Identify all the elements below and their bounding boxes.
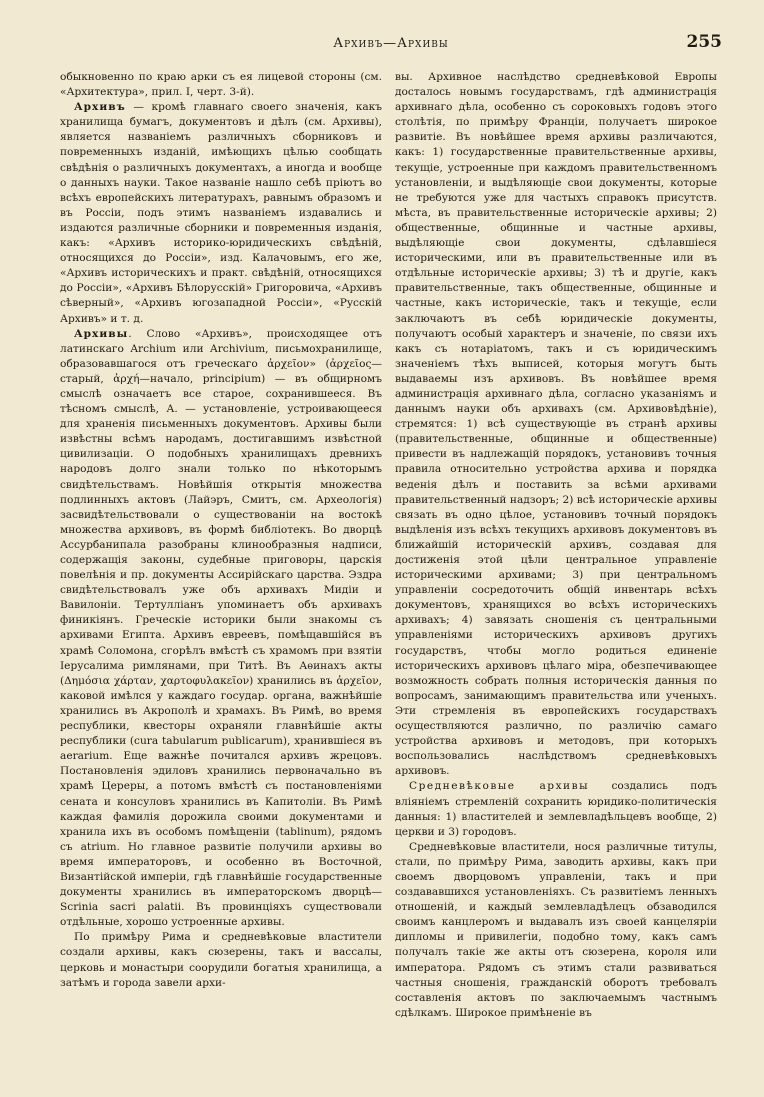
page-number: 255	[686, 32, 722, 52]
paragraph: Средневѣковые властители, нося различные титулы, стали, по примѣру Рима, заводить архивы, какъ при своемъ дворцовомъ управленіи, такъ и при создававшихся установленіяхъ. Съ развитіемъ ленныхъ отношеній, и каждый землевладѣлецъ обзаводился своимъ канцлеромъ и выдавалъ изъ своей канцеляріи дипломы и привилегіи, подобно тому, какъ самъ получалъ такіе же акты отъ сюзерена, короля или императора. Рядомъ съ этимъ стали развиваться частныя сношенія, гражданскій оборотъ требовалъ составленія актовъ по заключаемымъ частнымъ сдѣлкамъ. Широкое примѣненіе въ	[395, 840, 717, 1019]
right-column	[395, 70, 717, 1075]
page-header	[60, 32, 722, 60]
entry-arkhivy	[60, 327, 382, 931]
entry-headword: Архивъ	[74, 101, 126, 114]
entry-text: — кромѣ главнаго своего значенія, какъ хранилища бумагъ, документовъ и дѣлъ (см. Архивы), является названіемъ различныхъ сборниковъ и повременныхъ изданій, имѣющихъ цѣлью сообщать свѣдѣнія о различныхъ документахъ, а иногда и вообще о данныхъ науки. Такое названіе нашло себѣ пріютъ во всѣхъ европейскихъ литературахъ, равнымъ образомъ и въ Россіи, подъ этимъ названіемъ издавались и издаются различные сборники и повременныя изданія, какъ: «Архивъ историко-юридическихъ свѣдѣній, относящихся до Россіи», изд. Калачовымъ, его же, «Архивъ историческихъ и практ. свѣдѣній, относящихся до Россіи», «Архивъ Бѣлорусскій» Григоровича, «Архивъ сѣверный», «Архивъ югозападной Россіи», «Русскій Архивъ» и т. д.	[60, 101, 382, 325]
subsection-text: создались подъ вліяніемъ стремленій сохранить юридико-политическія данныя: 1) властителей и землевладѣльцевъ вообще, 2) церкви и 3) городовъ.	[395, 780, 717, 838]
subsection	[395, 779, 717, 839]
paragraph: обыкновенно по краю арки съ ея лицевой стороны (см. «Архитектура», прил. I, черт. 3-й).	[60, 71, 382, 99]
paragraph: По примѣру Рима и средневѣковые властители создали архивы, какъ сюзерены, такъ и вассалы, церковь и монастыри соорудили богатыя хранилища, а затѣмъ и города завели архи-	[60, 931, 382, 989]
running-head: Архивъ—Архивы	[333, 36, 449, 51]
entry-text: . Слово «Архивъ», происходящее отъ латинскаго Archium или Archivium, письмохранилище, образовавшагося отъ греческаго ἀρχεῖον» (ἀρχεῖος—старый, ἀρχή—начало, principium) — въ общирномъ смыслѣ означаетъ все старое, сохранившееся. Въ тѣсномъ смыслѣ, А. — установленіе, устроивающееся для храненія письменныхъ документовъ. Архивы были извѣстны всѣмъ народамъ, достигавшимъ извѣстной цивилизаціи. О подобныхъ хранилищахъ древнихъ народовъ долго знали только по нѣкоторымъ свидѣтельствамъ. Новѣйшія открытія множества подлинныхъ актовъ (Лайэръ, Смитъ, см. Археологія) засвидѣтельствовали о существованіи на востокѣ множества архивовъ, въ формѣ библіотекъ. Во дворцѣ Ассурбанипала разобраны клинообразныя надписи, содержащія законы, судебные приговоры, царскія повелѣнія и пр. документы Ассирійскаго царства. Эздра свидѣтельствовалъ уже объ архивахъ Мидіи и Вавилоніи. Тертулліанъ упоминаетъ объ архивахъ финикіянъ. Греческіе историки были знакомы съ архивами Египта. Архивъ евреевъ, помѣщавшійся въ храмѣ Соломона, сгорѣлъ вмѣстѣ съ храмомъ при взятіи Іерусалима римлянами, при Титѣ. Въ Аѳинахъ акты (Δημόσια χάρταν, χαρτοφυλακεῖον) хранились въ ἀρχεῖον, каковой имѣлся у каждаго государ. органа, важнѣйшіе хранились въ Акрополѣ и храмахъ. Въ Римѣ, во время республики, квесторы охраняли главнѣйшіе акты республики (cura tabularum publicarum), хранившіеся въ aerarium. Еще важнѣе почитался архивъ жрецовъ. Постановленія эдиловъ хранились первоначально въ храмѣ Цереры, а потомъ вмѣстѣ съ постановленіями сената и консуловъ хранились въ Капитоліи. Въ Римѣ каждая фамилія дорожила своими документами и хранила ихъ въ особомъ помѣщеніи (tablinum), рядомъ съ atrium. Но главное развитіе получили архивы во время императоровъ, и особенно въ Восточной, Византійской имперіи, гдѣ главнѣйшіе государственные документы хранились въ императорскомъ дворцѣ—Scrinia sacri palatii. Въ провинціяхъ существовали отдѣльные, хорошо устроенные архивы.	[60, 327, 382, 929]
paragraph: вы. Архивное наслѣдство средневѣковой Европы досталось новымъ государствамъ, гдѣ администрація архивнаго дѣла, особенно съ сороковыхъ годовъ этого столѣтія, по примѣру Франціи, получаетъ широкое развитіе. Въ новѣйшее время архивы различаются, какъ: 1) государственные правительственные архивы, текущіе, устроенные при каждомъ правительственномъ установленіи, и выдѣляющіе свои документы, которые не требуются уже для частыхъ справокъ присутств. мѣста, въ правительственные историческіе архивы; 2) общественные, общинные и частные архивы, выдѣляющіе свои документы, сдѣлавшіеся историческими, или въ правительственные или въ отдѣльные историческіе архивы; 3) тѣ и другіе, какъ правительственные, такъ общественные, общинные и частные, какъ историческіе, такъ и текущіе, если заключаютъ въ себѣ юридическіе документы, получаютъ особый характеръ и значеніе, по связи ихъ какъ съ нотаріатомъ, такъ и съ юридическимъ значеніемъ тѣхъ выписей, которыя могутъ быть выдаваемы изъ архивовъ. Въ новѣйшее время администрація архивнаго дѣла, согласно указаніямъ и даннымъ науки объ архивахъ (см. Архивовѣдѣніе), стремятся: 1) всѣ существующіе въ странѣ архивы (правительственные, общинные и общественные) привести въ надлежащій порядокъ, установивъ точныя правила относительно устройства архива и порядка веденія дѣлъ и поставить за всѣми архивами правительственный надзоръ; 2) всѣ историческіе архивы связать въ одно цѣлое, установивъ точный порядокъ выдѣленія изъ всѣхъ текущихъ архивовъ документовъ въ ближайшій историческій архивъ, создавая для достиженія этой цѣли центральное управленіе историческими архивами; 3) при центральномъ управленіи сосредоточить общій инвентарь всѣхъ документовъ, хранящихся во всѣхъ историческихъ архивахъ; 4) завязать сношенія съ центральными управленіями историческихъ архивовъ другихъ государствъ, чтобы могло родиться единеніе историческихъ архивовъ цѣлаго міра, обезпечивающее возможность собрать полныя историческія данныя по вопросамъ, занимающимъ правительства или ученыхъ. Эти стремленія въ европейскихъ государствахъ осуществляются различно, по различію самаго устройства архивовъ и методовъ, при которыхъ воспользовались наслѣдствомъ средневѣковыхъ архивовъ.	[395, 71, 717, 778]
subsection-heading: Средневѣковые архивы	[409, 780, 589, 793]
entry-headword: Архивы	[74, 327, 129, 340]
entry-arkhiv	[60, 100, 382, 326]
left-column	[60, 70, 382, 1075]
